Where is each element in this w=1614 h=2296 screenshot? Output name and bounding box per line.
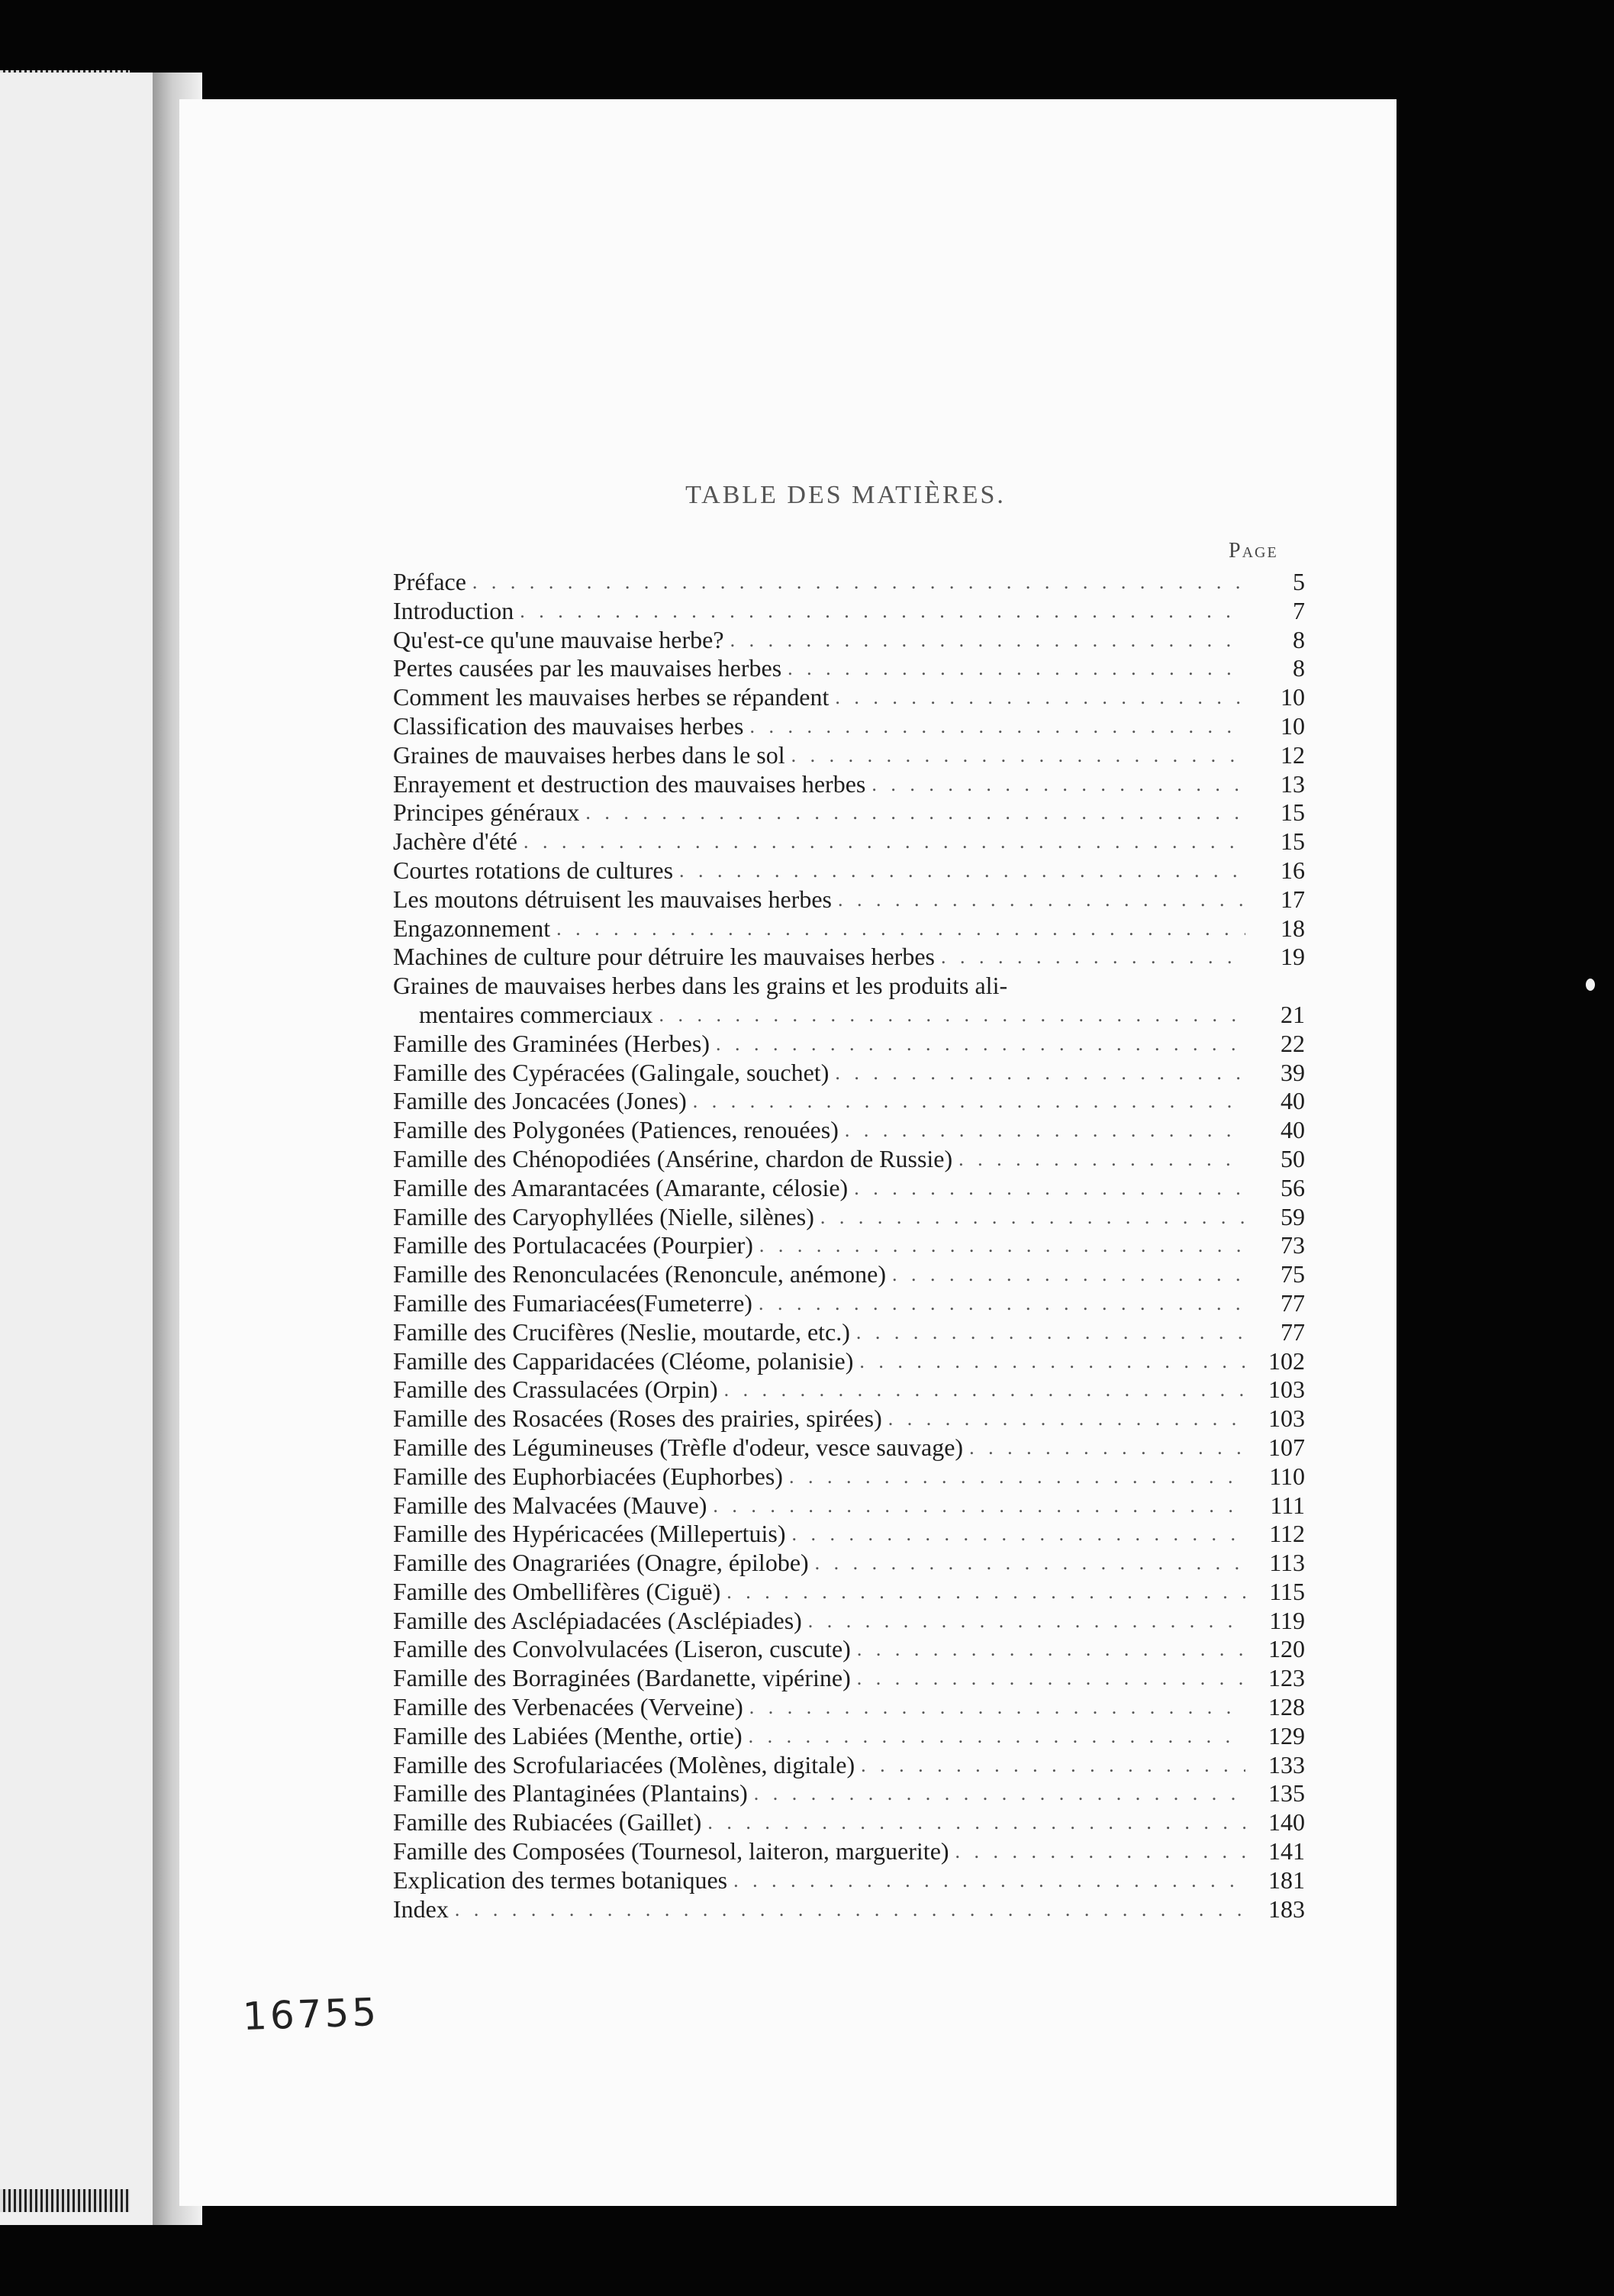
toc-page-number: 13 (1281, 769, 1305, 798)
toc-entry-label: Explication des termes botaniques (393, 1866, 728, 1894)
toc-entry-label: Famille des Fumariacées(Fumeterre) (393, 1288, 752, 1317)
dot-leader (838, 885, 1245, 914)
dot-leader (733, 1866, 1245, 1895)
dot-leader (713, 1491, 1245, 1520)
toc-entry (393, 914, 1305, 943)
toc-entry-label: Machines de culture pour détruire les mauvaises herbes (393, 943, 935, 971)
toc-entry (393, 597, 1305, 626)
toc-entry (393, 654, 1305, 683)
toc-entry (393, 972, 1305, 1001)
toc-entry-label: Famille des Caryophyllées (Nielle, silènes) (393, 1202, 814, 1230)
toc-page-number: 19 (1281, 943, 1305, 971)
toc-entry (393, 798, 1305, 827)
toc-entry (393, 1260, 1305, 1289)
toc-entry-label: Les moutons détruisent les mauvaises herbes (393, 885, 832, 913)
toc-page-number: 15 (1281, 827, 1305, 856)
toc-entry-label: Famille des Portulacacées (Pourpier) (393, 1231, 753, 1259)
toc-page-number: 128 (1268, 1693, 1305, 1721)
toc-page-number: 111 (1270, 1491, 1305, 1519)
toc-entry-label: Graines de mauvaises herbes dans le sol (393, 740, 785, 769)
toc-entry (393, 1722, 1305, 1751)
margin-mark (1586, 979, 1595, 991)
toc-page-number: 77 (1281, 1317, 1305, 1346)
toc-entry-label: Famille des Hypéricacées (Millepertuis) (393, 1520, 786, 1548)
toc-entry (393, 1404, 1305, 1433)
dot-leader (815, 1549, 1245, 1578)
toc-entry (393, 885, 1305, 914)
toc-page-number: 115 (1269, 1577, 1305, 1605)
toc-page-number: 181 (1268, 1866, 1305, 1894)
dot-leader (820, 1203, 1245, 1232)
toc-entry-label: Famille des Borraginées (Bardanette, vipérine) (393, 1664, 851, 1692)
adjacent-page (0, 73, 153, 2225)
dot-leader (808, 1607, 1245, 1636)
toc-entry (393, 1289, 1305, 1318)
toc-page-number: 8 (1293, 625, 1305, 653)
dot-leader (845, 1116, 1245, 1145)
dot-leader (730, 626, 1245, 655)
toc-entry-label: Qu'est-ce qu'une mauvaise herbe? (393, 625, 724, 653)
toc-entry (393, 1549, 1305, 1578)
toc-entry (393, 1607, 1305, 1636)
toc-entry-label: Famille des Verbenacées (Verveine) (393, 1693, 743, 1721)
toc-entry-label: Jachère d'été (393, 827, 517, 856)
dot-leader (693, 1087, 1245, 1116)
toc-entry (393, 1318, 1305, 1347)
toc-entry-label: Famille des Polygonées (Patiences, renouées) (393, 1116, 839, 1144)
toc-entry-label: Famille des Crucifères (Neslie, moutarde, etc.) (393, 1317, 850, 1346)
toc-page-number: 17 (1281, 885, 1305, 913)
toc-page-number: 56 (1281, 1173, 1305, 1201)
dot-leader (791, 741, 1245, 770)
toc-entry (393, 1203, 1305, 1232)
dot-leader (791, 1520, 1245, 1549)
page-column-header: Page (1229, 539, 1278, 563)
toc-entry (393, 1751, 1305, 1780)
dot-leader (759, 1289, 1245, 1318)
toc-entry-label: Famille des Malvacées (Mauve) (393, 1491, 707, 1519)
dot-leader (789, 1462, 1245, 1491)
dot-leader (861, 1751, 1245, 1780)
toc-entry (393, 1635, 1305, 1664)
toc-entry (393, 568, 1305, 597)
toc-page-number: 123 (1268, 1664, 1305, 1692)
toc-entry-label: Famille des Renonculacées (Renoncule, anémone) (393, 1260, 886, 1288)
toc-page-number: 15 (1281, 798, 1305, 827)
toc-entry-label: Classification des mauvaises herbes (393, 711, 744, 740)
dot-leader (854, 1174, 1245, 1203)
toc-entry (393, 1866, 1305, 1895)
toc-entry (393, 683, 1305, 712)
toc-entry (393, 1578, 1305, 1607)
toc-entry (393, 1693, 1305, 1722)
toc-page-number: 183 (1268, 1895, 1305, 1923)
toc-entry-label: Famille des Crassulacées (Orpin) (393, 1375, 718, 1404)
toc-entry (393, 1664, 1305, 1693)
toc-entry-label: Comment les mauvaises herbes se répandent (393, 683, 830, 711)
dot-leader (835, 1059, 1245, 1088)
toc-entry-label: Index (393, 1895, 449, 1923)
toc-entry-label: Famille des Onagrariées (Onagre, épilobe) (393, 1549, 809, 1577)
toc-page-number: 12 (1281, 740, 1305, 769)
toc-entry-label: Famille des Amarantacées (Amarante, célosie) (393, 1173, 849, 1201)
toc-entry (393, 1174, 1305, 1203)
toc-entry (393, 1059, 1305, 1088)
toc-page-number: 110 (1269, 1462, 1305, 1490)
toc-page-number: 77 (1281, 1288, 1305, 1317)
dot-leader (472, 568, 1245, 597)
toc-page-number: 10 (1281, 711, 1305, 740)
toc-entry (393, 1520, 1305, 1549)
toc-page-number: 75 (1281, 1260, 1305, 1288)
toc-entry (393, 626, 1305, 655)
toc-page-number: 22 (1281, 1029, 1305, 1057)
toc-entry-label: mentaires commerciaux (419, 1000, 653, 1028)
toc-entry-label: Famille des Capparidacées (Cléome, polanisie) (393, 1346, 854, 1375)
toc-page-number: 112 (1269, 1520, 1305, 1548)
toc-entry-label: Famille des Composées (Tournesol, laiteron, marguerite) (393, 1837, 949, 1866)
dot-leader (835, 683, 1245, 712)
dot-leader (524, 827, 1245, 856)
dot-leader (716, 1030, 1245, 1059)
dot-leader (859, 1347, 1245, 1376)
toc-entry-label: Famille des Chénopodiées (Ansérine, chardon de Russie) (393, 1144, 953, 1172)
toc-entry (393, 1231, 1305, 1260)
toc-page-number: 18 (1281, 914, 1305, 942)
toc-entry (393, 1895, 1305, 1924)
toc-entry-label: Famille des Scrofulariacées (Molènes, digitale) (393, 1750, 855, 1778)
toc-entry-label: Famille des Joncacées (Jones) (393, 1087, 687, 1115)
toc-entry (393, 1145, 1305, 1174)
toc-entry-label: Famille des Labiées (Menthe, ortie) (393, 1721, 743, 1749)
toc-page-number: 59 (1281, 1202, 1305, 1230)
toc-page-number: 119 (1269, 1606, 1305, 1634)
dot-leader (585, 798, 1245, 827)
toc-entry (393, 1347, 1305, 1376)
toc-entry (393, 712, 1305, 741)
toc-page-number: 10 (1281, 683, 1305, 711)
toc-page-number: 102 (1268, 1346, 1305, 1375)
dot-leader (659, 1001, 1245, 1030)
toc-page-number: 5 (1293, 568, 1305, 595)
dot-leader (556, 914, 1245, 943)
toc-entry (393, 1375, 1305, 1404)
toc-entry-label: Famille des Ombellifères (Ciguë) (393, 1577, 721, 1605)
dot-leader (724, 1375, 1245, 1404)
dot-leader (455, 1895, 1245, 1924)
toc-entry (393, 1087, 1305, 1116)
toc-entry (393, 741, 1305, 770)
dot-leader (749, 712, 1245, 741)
toc-entry-label: Courtes rotations de cultures (393, 856, 674, 884)
toc-page-number: 113 (1269, 1549, 1305, 1577)
toc-entry-label: Famille des Graminées (Herbes) (393, 1029, 710, 1057)
toc-page-number: 40 (1281, 1087, 1305, 1115)
dot-leader (726, 1578, 1245, 1607)
dot-leader (892, 1260, 1245, 1289)
toc-page-number: 16 (1281, 856, 1305, 884)
toc-page-number: 120 (1268, 1635, 1305, 1663)
dot-leader (856, 1318, 1245, 1347)
dot-leader (520, 597, 1245, 626)
toc-page-number: 39 (1281, 1058, 1305, 1086)
dot-leader (754, 1779, 1245, 1808)
toc-entry (393, 1837, 1305, 1866)
dot-leader (749, 1722, 1245, 1751)
toc-entry-label: Famille des Rubiacées (Gaillet) (393, 1808, 702, 1836)
dot-leader (958, 1145, 1245, 1174)
dot-leader (788, 654, 1245, 683)
toc-page-number: 21 (1281, 1000, 1305, 1028)
toc-page-number: 133 (1268, 1750, 1305, 1778)
book-edge-bottom (0, 2189, 130, 2212)
toc-entry-continuation (393, 1001, 1305, 1030)
dot-leader (941, 943, 1245, 972)
toc-entry-label: Famille des Convolvulacées (Liseron, cuscute) (393, 1635, 851, 1663)
dot-leader (888, 1404, 1245, 1433)
dot-leader (871, 770, 1245, 799)
dot-leader (857, 1635, 1245, 1664)
toc-entry-label: Enrayement et destruction des mauvaises herbes (393, 769, 866, 798)
dot-leader (707, 1808, 1245, 1837)
toc-page-number: 103 (1268, 1375, 1305, 1404)
toc-entry (393, 827, 1305, 856)
toc-page-number: 107 (1268, 1433, 1305, 1461)
toc-entry-label: Préface (393, 568, 466, 595)
toc-entry-label: Famille des Euphorbiacées (Euphorbes) (393, 1462, 783, 1490)
toc-entry-label: Famille des Légumineuses (Trèfle d'odeur, vesce sauvage) (393, 1433, 964, 1461)
dot-leader (749, 1693, 1245, 1722)
toc-entry (393, 1462, 1305, 1491)
toc-page-number: 140 (1268, 1808, 1305, 1836)
toc-entry (393, 856, 1305, 885)
toc-entry-label: Famille des Asclépiadacées (Asclépiades) (393, 1606, 802, 1634)
toc-page-number: 50 (1281, 1144, 1305, 1172)
toc-entry (393, 943, 1305, 972)
dot-leader (969, 1433, 1245, 1462)
toc-entry (393, 1808, 1305, 1837)
toc-page-number: 8 (1293, 654, 1305, 682)
toc-title: TABLE DES MATIÈRES. (685, 481, 1006, 509)
toc-page-number: 141 (1268, 1837, 1305, 1866)
toc-page-number: 7 (1293, 596, 1305, 624)
toc-entry (393, 1030, 1305, 1059)
toc-entry-label: Pertes causées par les mauvaises herbes (393, 654, 782, 682)
toc-entry (393, 1116, 1305, 1145)
toc-entry (393, 1491, 1305, 1520)
dot-leader (679, 856, 1245, 885)
toc-entry (393, 770, 1305, 799)
dot-leader (955, 1837, 1245, 1866)
toc-entry-label: Graines de mauvaises herbes dans les grains et les produits ali- (393, 972, 1008, 1000)
table-of-contents (393, 568, 1305, 1924)
toc-entry-label: Engazonnement (393, 914, 551, 942)
toc-entry-label: Principes généraux (393, 798, 580, 827)
toc-entry (393, 1779, 1305, 1808)
handwritten-accession-number: 16755 (242, 1989, 381, 2040)
toc-page-number: 73 (1281, 1231, 1305, 1259)
toc-entry-label: Famille des Cypéracées (Galingale, souchet) (393, 1058, 830, 1086)
toc-entry-label: Famille des Plantaginées (Plantains) (393, 1779, 748, 1807)
toc-page-number: 40 (1281, 1116, 1305, 1144)
toc-page-number: 103 (1268, 1404, 1305, 1433)
toc-entry (393, 1433, 1305, 1462)
toc-entry-label: Introduction (393, 596, 514, 624)
toc-page-number: 135 (1268, 1779, 1305, 1807)
dot-leader (759, 1231, 1245, 1260)
toc-page-number: 129 (1268, 1721, 1305, 1749)
dot-leader (857, 1664, 1245, 1693)
toc-entry-label: Famille des Rosacées (Roses des prairies, spirées) (393, 1404, 882, 1433)
